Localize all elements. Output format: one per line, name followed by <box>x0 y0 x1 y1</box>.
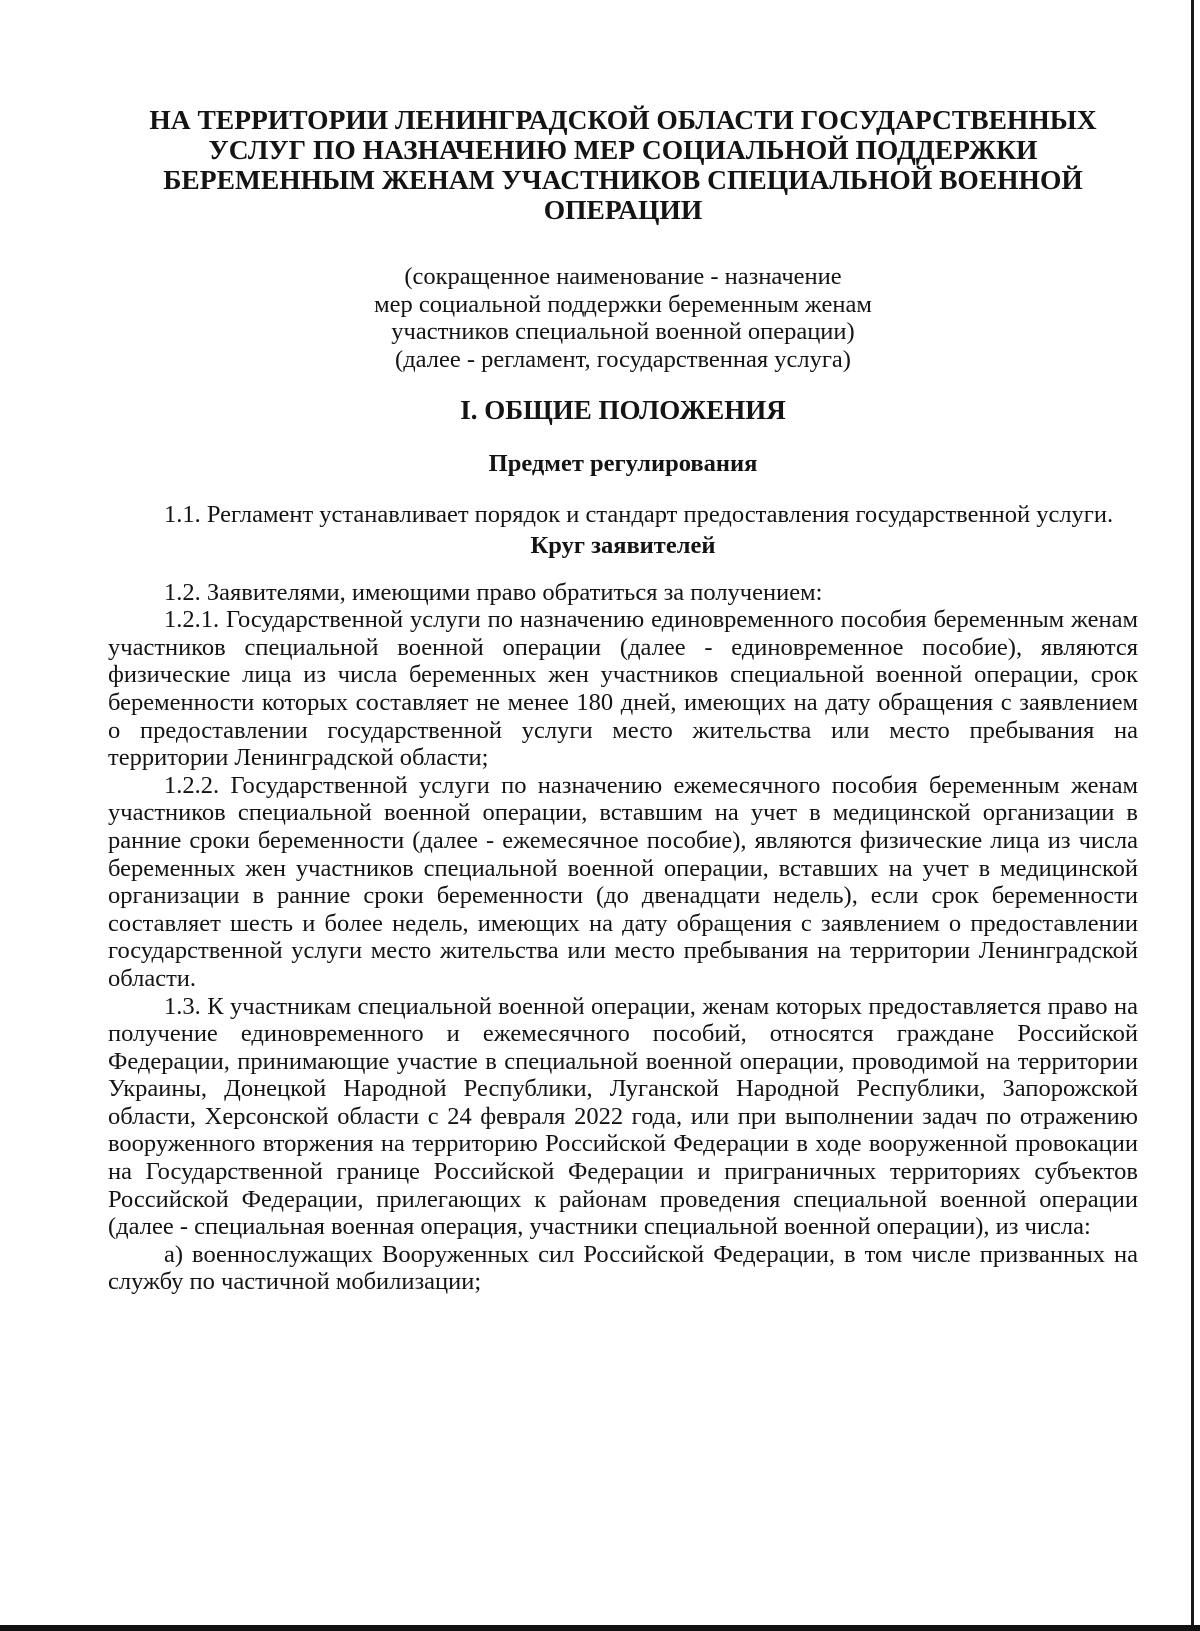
paragraph-1-2-1: 1.2.1. Государственной услуги по назначению единовременного пособия беременным женам участников специальной военной операции (далее - единовременное пособие), являются физические лица из числа беременных жен участников специальной военной операции, срок беременности которых составляет не менее 180 дней, имеющих на дату обращения с заявлением о предоставлении государственной услуги место жительства или место пребывания на территории Ленинградской области; <box>108 606 1138 772</box>
paragraph-1-2: 1.2. Заявителями, имеющими право обратиться за получением: <box>164 578 823 606</box>
title-line: УСЛУГ ПО НАЗНАЧЕНИЮ МЕР СОЦИАЛЬНОЙ ПОДДЕРЖКИ <box>208 134 1038 165</box>
title-line: НА ТЕРРИТОРИИ ЛЕНИНГРАДСКОЙ ОБЛАСТИ ГОСУДАРСТВЕННЫХ <box>149 104 1097 135</box>
paragraph-1-1: 1.1. Регламент устанавливает порядок и стандарт предоставления государственной услуги. <box>164 501 1114 528</box>
title-line: ОПЕРАЦИИ <box>543 194 703 225</box>
subheading-applicants: Круг заявителей <box>530 531 716 559</box>
scan-edge-bottom <box>0 1625 1200 1631</box>
short-name-line: мер социальной поддержки беременным женам <box>374 290 872 318</box>
scan-edge-right <box>1191 0 1194 1631</box>
title-line: БЕРЕМЕННЫМ ЖЕНАМ УЧАСТНИКОВ СПЕЦИАЛЬНОЙ ВОЕННОЙ <box>163 164 1083 195</box>
paragraph-a: а) военнослужащих Вооруженных сил Российской Федерации, в том числе призванных на службу по частичной мобилизации; <box>108 1240 1138 1296</box>
paragraph-1-2-2: 1.2.2. Государственной услуги по назначению ежемесячного пособия беременным женам участников специальной военной операции, вставшим на учет в медицинской организации в ранние сроки беременности (далее - ежемесячное пособие), являются физические лица из числа беременных жен участников специальной военной операции, вставших на учет в медицинской организации в ранние сроки беременности (до двенадцати недель), если срок беременности составляет шесть и более недель, имеющих на дату обращения с заявлением о предоставлении государственной услуги место жительства или место пребывания на территории Ленинградской области. <box>108 771 1138 992</box>
short-name-line: (далее - регламент, государственная услуга) <box>395 345 851 373</box>
paragraph-1-3: 1.3. К участникам специальной военной операции, женам которых предоставляется право на получение единовременного и ежемесячного пособий, относятся граждане Российской Федерации, принимающие участие в специальной военной операции, проводимой на территории Украины, Донецкой Народной Республики, Луганской Народной Республики, Запорожской области, Херсонской области с 24 февраля 2022 года, или при выполнении задач по отражению вооруженного вторжения на территорию Российской Федерации в ходе вооруженной провокации на Государственной границе Российской Федерации и приграничных территориях субъектов Российской Федерации, прилегающих к районам проведения специальной военной операции (далее - специальная военная операция, участники специальной военной операции), из числа: <box>108 992 1138 1241</box>
document-body <box>108 105 1138 1296</box>
short-name-line: (сокращенное наименование - назначение <box>404 263 842 290</box>
short-name-line: участников специальной военной операции) <box>391 318 855 345</box>
document-title <box>108 105 1138 225</box>
section-heading: I. ОБЩИЕ ПОЛОЖЕНИЯ <box>460 395 786 425</box>
subheading-subject: Предмет регулирования <box>488 450 758 477</box>
short-name-block <box>108 263 1138 373</box>
